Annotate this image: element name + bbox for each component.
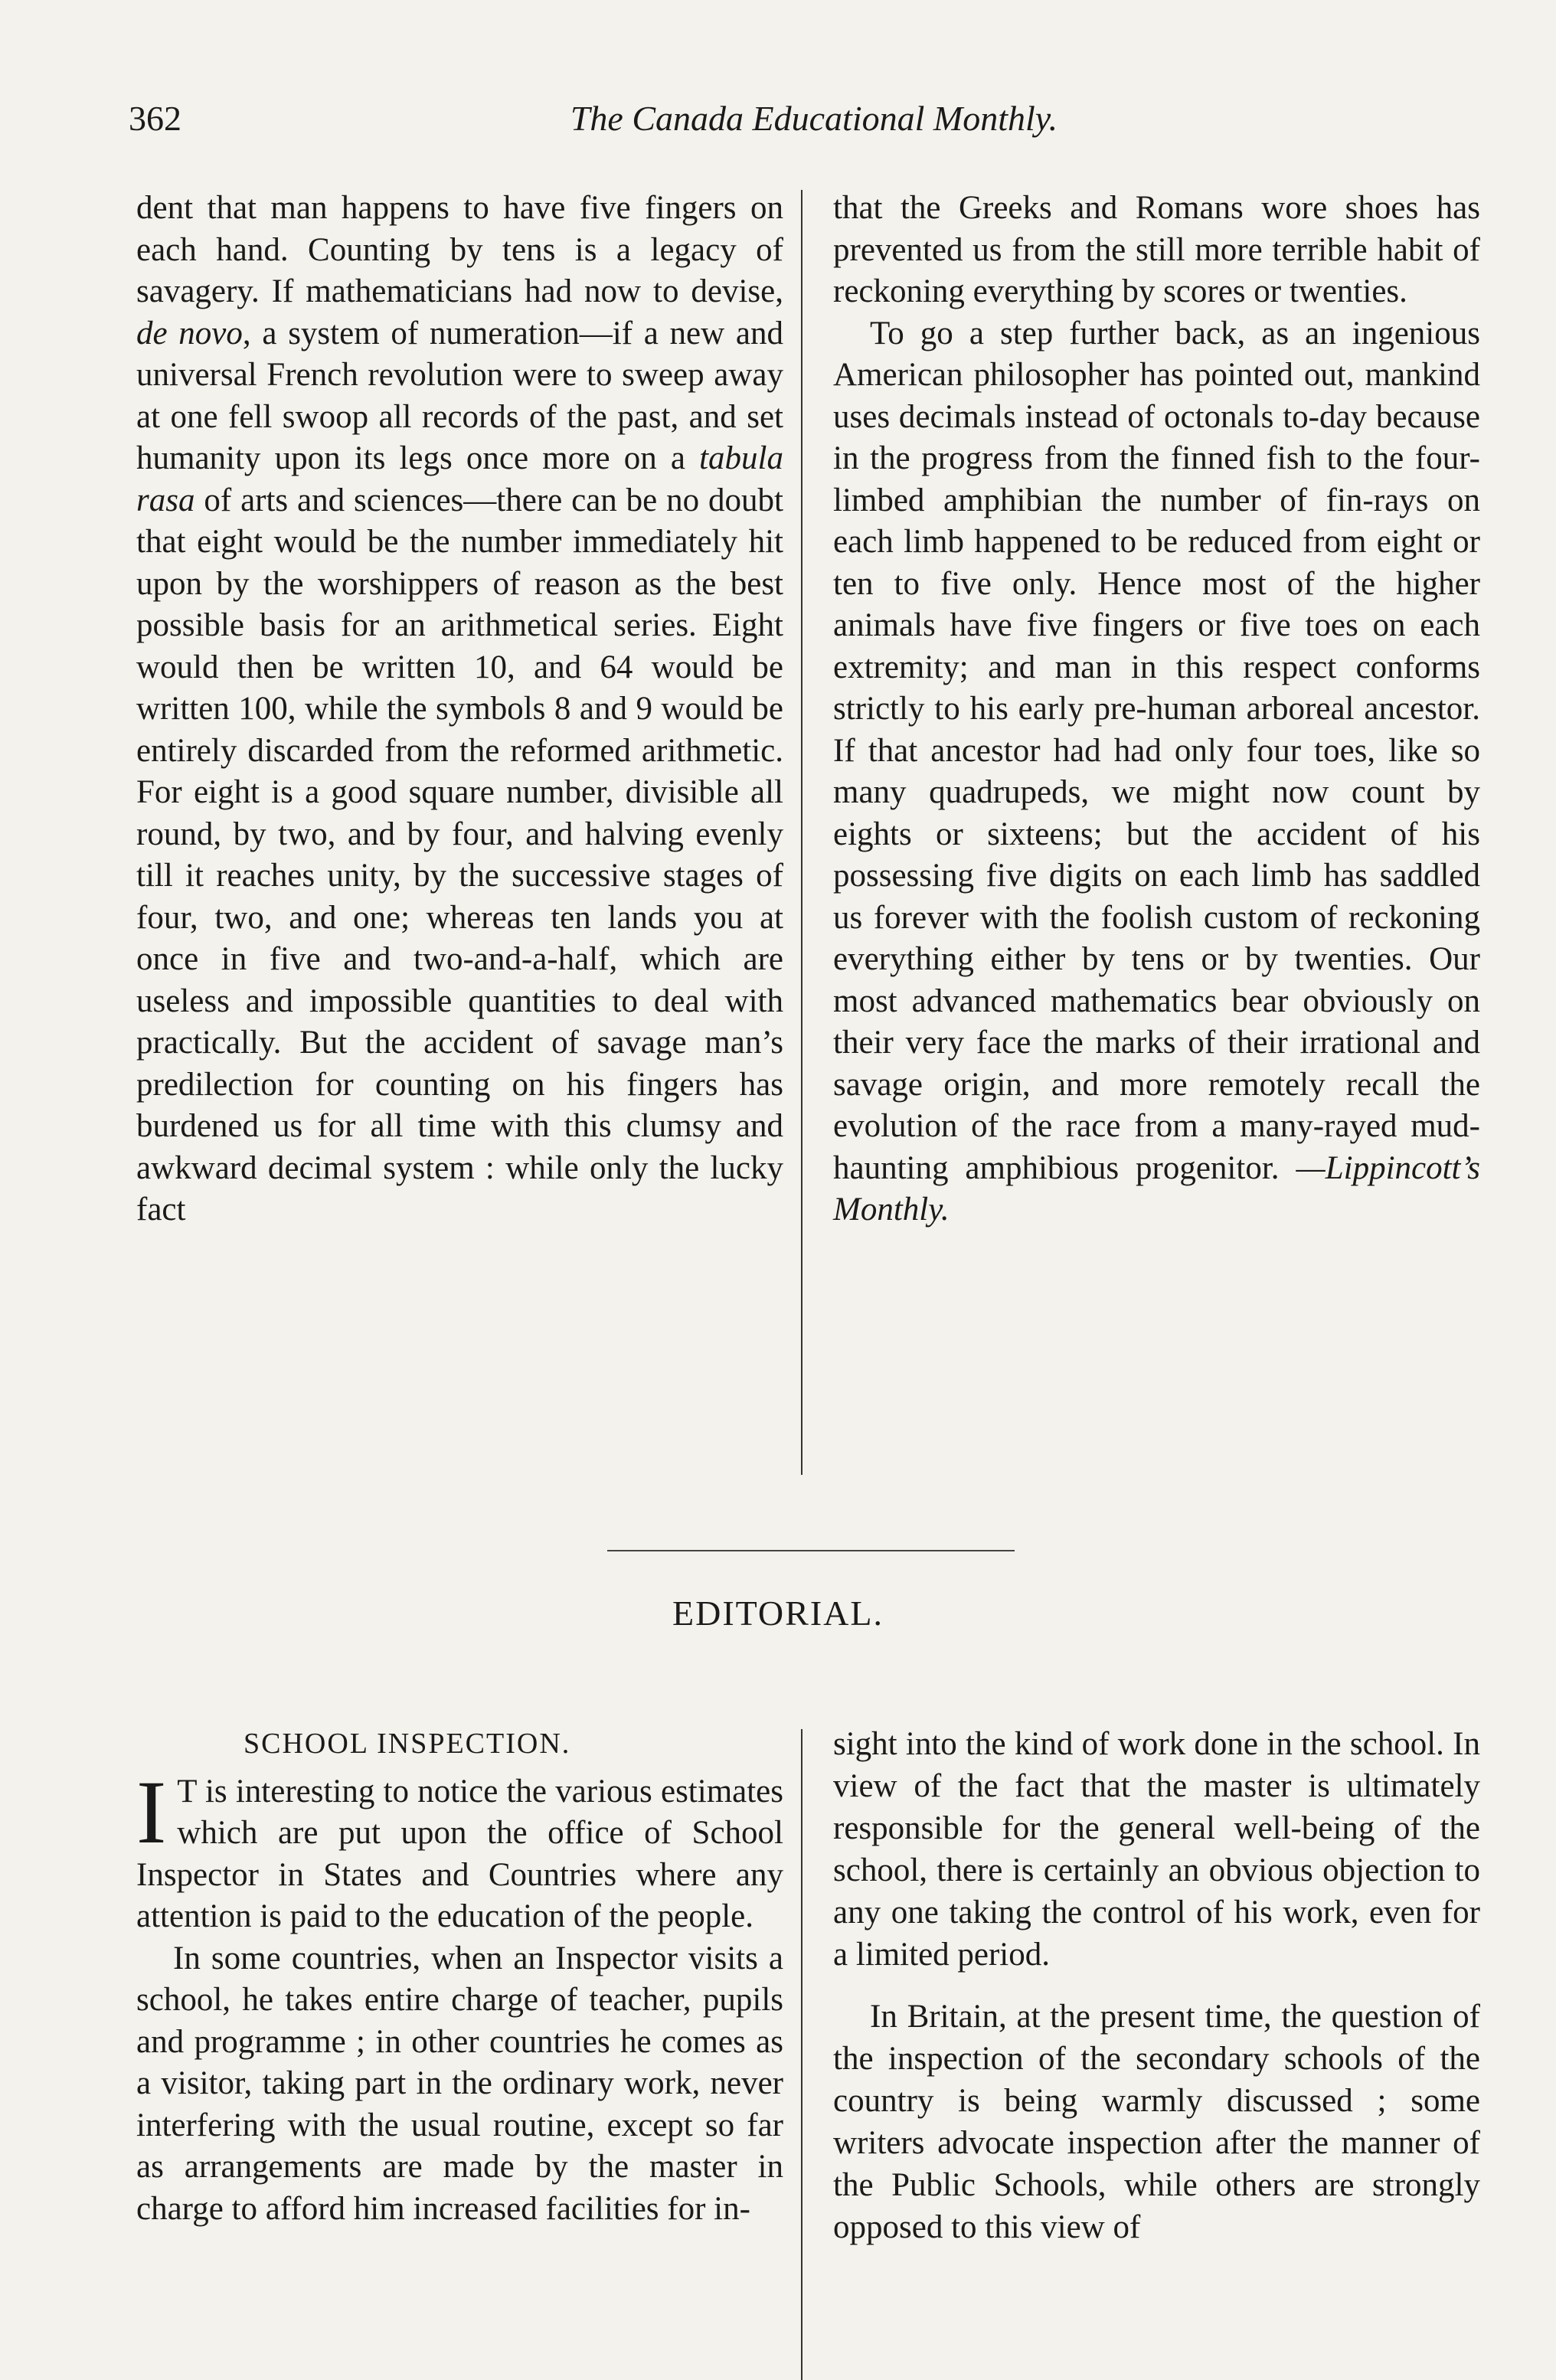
paragraph: In Britain, at the present time, the question of the inspection of the secondary schools of the country is being warmly discussed ; some writers advocate inspection after the manner of the Public Schools, while others are strongly opposed to this view of xyxy=(833,1999,1480,2245)
source-attribution: —Lippincott’s Monthly. xyxy=(833,1149,1480,1228)
text-run: of arts and sciences—there can be no doubt that eight would be the number immediately hit upon by the worshippers of reason as the best possible basis for an arithmetical series. Eight would then be written 10, and 64 would be written 100, while the symbols 8 and 9 would be entirely discarded from the reformed arithmetic. For eight is a good square number, divisible all round, by two, and by four, and halving evenly till it reaches unity, by the successive stages of four, two, and one; whereas ten lands you at once in five and two-and-a-half, which are useless and impossible quantities to deal with practically. But the accident of savage man’s predilection for counting on his fingers has burdened us for all time with this clumsy and awkward decimal system : while only the lucky fact xyxy=(136,482,783,1228)
paragraph xyxy=(833,313,1480,1231)
continued-paragraph xyxy=(136,188,783,1231)
section-divider xyxy=(607,1550,1015,1551)
column-divider xyxy=(801,190,803,1475)
page-number: 362 xyxy=(129,99,181,138)
paragraph: sight into the kind of work done in the school. In view of the fact that the master is ultimately responsible for the general well-being of the school, there is certainly an obvious objection to any one taking the control of his work, even for a limited period. xyxy=(833,1726,1480,1973)
italic-phrase: tabula rasa xyxy=(136,440,783,518)
drop-cap: I xyxy=(136,1761,167,1862)
text-run: T is interesting to notice the various estimates which are put upon the office of School Inspector in States and Countries where any attention is paid to the education of the people. xyxy=(136,1773,783,1934)
upper-left-column xyxy=(136,188,783,1231)
column-divider xyxy=(801,1729,803,2380)
article-title: SCHOOL INSPECTION. xyxy=(244,1728,571,1760)
lower-left-column xyxy=(136,1723,783,2230)
text-run: To go a step further back, as an ingenious American philosopher has pointed out, mankind uses decimals instead of octonals to-day because in the progress from the finned fish to the four-limbed amphibian the number of fin-rays on each limb happened to be reduced from eight or ten to five only. Hence most of the higher animals have five fingers or five toes on each extremity; and man in this respect conforms strictly to his early pre-human arboreal ancestor. If that ancestor had had only four toes, like so many quadrupeds, we might now count by eights or sixteens; but the accident of his possessing five digits on each limb has saddled us forever with the foolish custom of reckoning everything either by tens or by twenties. Our most advanced mathematics bear obviously on their very face the marks of their irrational and savage origin, and more remotely recall the evolution of the race from a many-rayed mud-haunting amphibious progenitor. xyxy=(833,315,1480,1186)
section-title: EDITORIAL. xyxy=(672,1594,884,1633)
upper-right-column xyxy=(833,188,1480,1231)
paragraph xyxy=(136,1761,783,1938)
paragraph: In some countries, when an Inspector visits a school, he takes entire charge of teacher, pupils and programme ; in other countries he comes as a visitor, taking part in the ordinary work, never interfering with the usual routine, except so far as arrangements are made by the master in charge to afford him increased facilities for in- xyxy=(136,1940,783,2227)
text-run: , a system of numeration—if a new and universal French revolution were to sweep away at one fell swoop all records of the past, and set humanity upon its legs once more on a xyxy=(136,315,783,476)
running-title: The Canada Educational Monthly. xyxy=(570,99,1058,138)
lower-right-column xyxy=(833,1723,1480,2248)
text-run: dent that man happens to have five fingers on each hand. Counting by tens is a legacy of savagery. If mathematicians had now to devise, xyxy=(136,190,783,309)
paragraph: that the Greeks and Romans wore shoes has prevented us from the still more terrible habit of reckoning everything by scores or twenties. xyxy=(833,190,1480,309)
italic-phrase: de novo xyxy=(136,315,243,351)
page-header xyxy=(129,98,1499,152)
